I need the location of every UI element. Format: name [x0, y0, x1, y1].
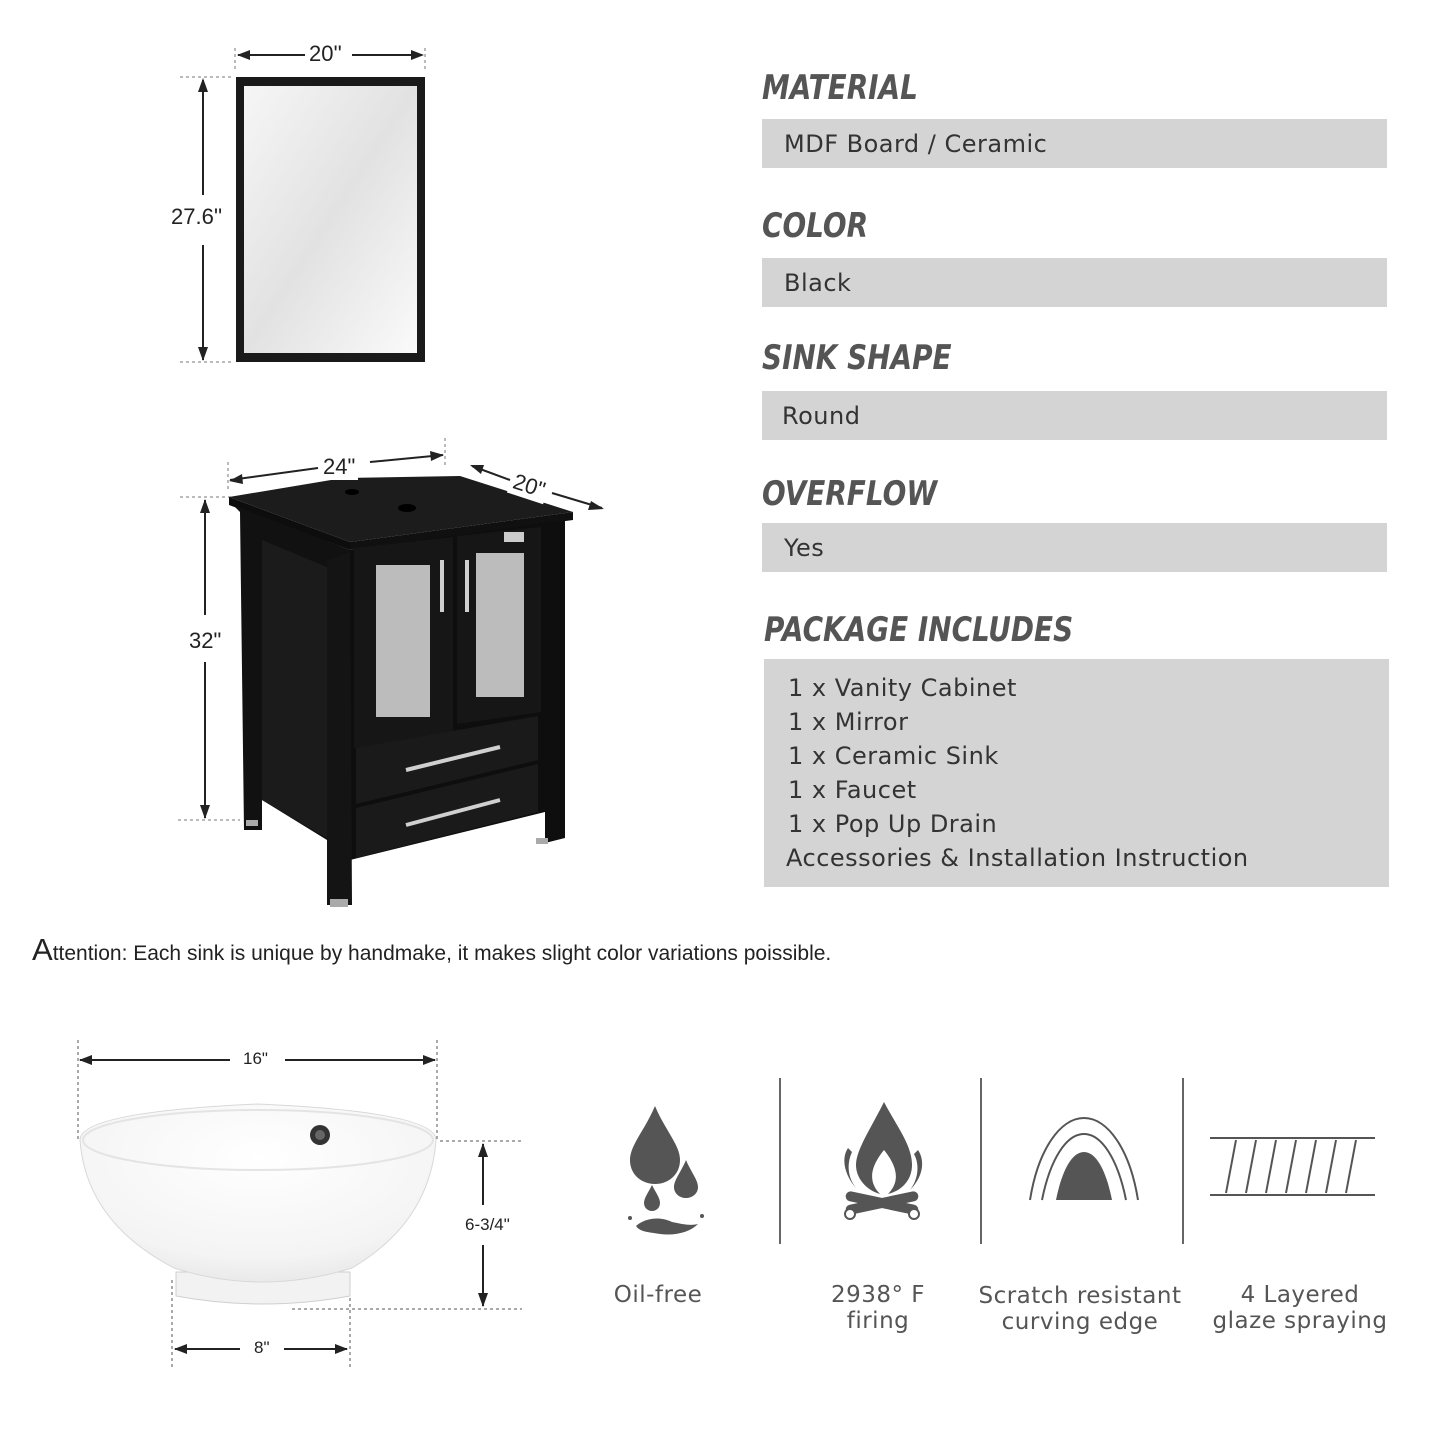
- overflow-value: Yes: [762, 523, 1387, 572]
- package-item: 1 x Vanity Cabinet: [788, 674, 1017, 702]
- feature-divider: [1182, 1078, 1184, 1244]
- package-item: Accessories & Installation Instruction: [786, 844, 1249, 872]
- material-heading: MATERIAL: [762, 68, 918, 108]
- package-item: 1 x Mirror: [788, 708, 909, 736]
- sink-shape-heading: SINK SHAPE: [762, 338, 952, 378]
- feature-divider: [980, 1078, 982, 1244]
- feature-line: glaze spraying: [1212, 1308, 1388, 1334]
- material-value: MDF Board / Ceramic: [762, 119, 1387, 168]
- overflow-heading: OVERFLOW: [762, 474, 938, 514]
- attention-note: [32, 932, 831, 968]
- cabinet-width-label: 24": [320, 454, 358, 480]
- feature-line: 2938° F: [830, 1282, 926, 1308]
- cabinet-height-label: 32": [186, 628, 224, 654]
- package-item: 1 x Pop Up Drain: [788, 810, 998, 838]
- feature-line: 4 Layered: [1240, 1282, 1360, 1308]
- mirror-width-label: 20'': [306, 41, 345, 67]
- feature-scratch-label: [970, 1283, 1190, 1335]
- feature-line: firing: [846, 1308, 910, 1334]
- feature-line: Oil-free: [613, 1282, 703, 1308]
- color-value: Black: [762, 258, 1387, 307]
- sink-base-label: 8": [251, 1338, 273, 1358]
- package-item: 1 x Ceramic Sink: [788, 742, 999, 770]
- color-heading: COLOR: [762, 206, 869, 246]
- feature-firing-label: [768, 1282, 988, 1334]
- glaze-layers-icon: [0, 0, 1, 1]
- package-item: 1 x Faucet: [788, 776, 917, 804]
- cabinet-depth-label: 20": [507, 468, 551, 505]
- mirror-height-label: 27.6'': [168, 204, 225, 230]
- sink-shape-value: Round: [762, 391, 1387, 440]
- attention-text: ttention: Each sink is unique by handmake, it makes slight color variations poissible.: [52, 942, 832, 965]
- feature-glaze-label: [1190, 1282, 1410, 1334]
- attention-first-letter: A: [32, 932, 53, 967]
- feature-oil-free-label: [548, 1282, 768, 1308]
- feature-divider: [779, 1078, 781, 1244]
- sink-width-label: 16": [240, 1049, 271, 1069]
- package-heading: PACKAGE INCLUDES: [764, 610, 1074, 650]
- package-list: [764, 659, 1389, 887]
- sink-height-label: 6-3/4": [462, 1215, 513, 1235]
- feature-line: Scratch resistant: [978, 1283, 1182, 1309]
- feature-line: curving edge: [1001, 1309, 1159, 1335]
